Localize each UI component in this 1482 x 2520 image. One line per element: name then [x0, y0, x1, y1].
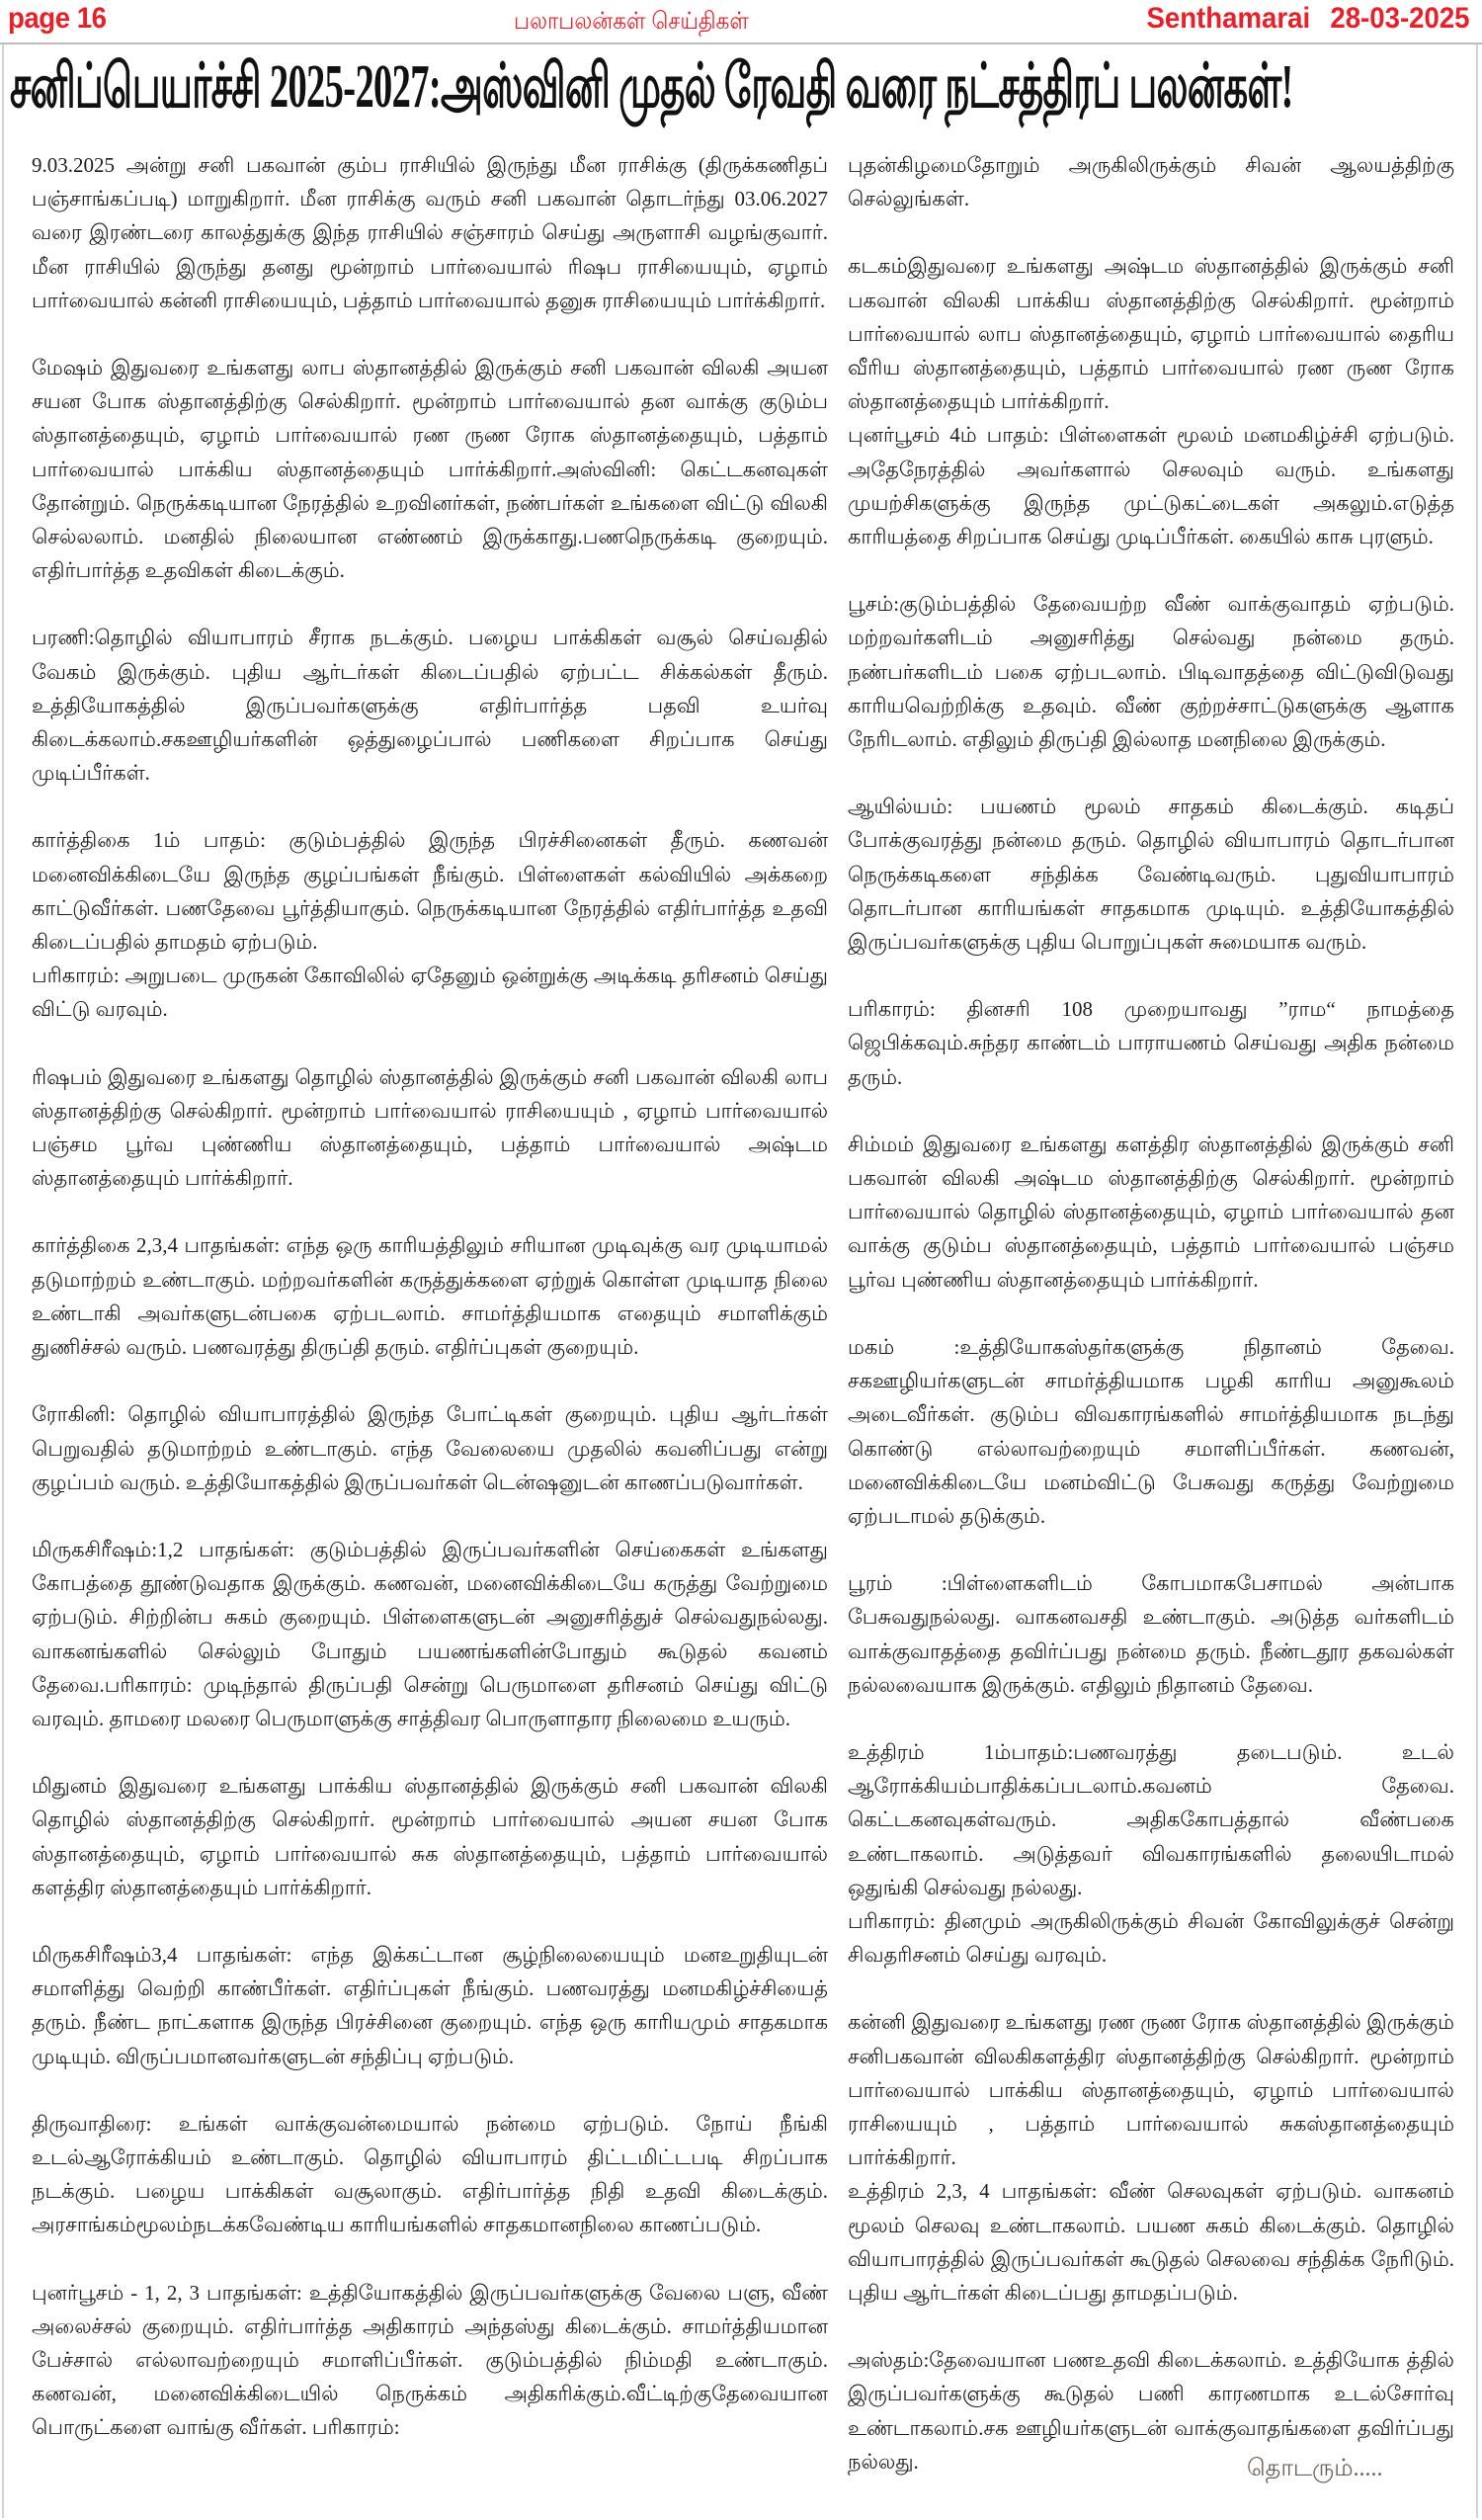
paragraph-karthigai-234: கார்த்திகை 2,3,4 பாதங்கள்: எந்த ஒரு காரியத்திலும் சரியான முடிவுக்கு வர முடியாமல் தடுமாற்றம் உண்டாகும். மற்றவர்களின் கருத்துக்களை ஏற்றுக் கொள்ள முடியாத நிலை உண்டாகி அவர்களுடன்பகை ஏற்படலாம். சாமர்த்தியமாக எதையும் சமாளிக்கும் துணிச்சல் வரும். பணவரத்து திருப்தி தரும். எதிர்ப்புகள் குறையும்.: [32, 1233, 828, 1360]
paragraph-remedy-2: புதன்கிழமைதோறும் அருகிலிருக்கும் சிவன் ஆலயத்திற்கு செல்லுங்கள்.: [848, 153, 1454, 211]
paragraph-remedy-1: பரிகாரம்: அறுபடை முருகன் கோவிலில் ஏதேனும் ஒன்றுக்கு அடிக்கடி தரிசனம் செய்து விட்டு வரவும்.: [32, 964, 828, 1022]
continued-label: தொடரும்.....: [1247, 2456, 1383, 2481]
masthead: [1147, 2, 1470, 36]
brand-name: Senthamarai: [1146, 2, 1311, 35]
left-column: [32, 148, 828, 2478]
paragraph-punarpoosam-4: புனர்பூசம் 4ம் பாதம்: பிள்ளைகள் மூலம் மனமகிழ்ச்சி ஏற்படும். அதேநேரத்தில் அவர்களால் செலவும் வரும். உங்களது முயற்சிகளுக்கு இருந்த முட்டுகட்டைகள் அகலும்.எடுத்த காரியத்தை சிறப்பாக செய்து முடிப்பீர்கள். கையில் காசு புரளும்.: [848, 423, 1454, 549]
paragraph-rishabam: ரிஷபம் இதுவரை உங்களது தொழில் ஸ்தானத்தில் இருக்கும் சனி பகவான் விலகி லாப ஸ்தானத்திற்கு செல்கிறார். மூன்றாம் பார்வையால் ராசியையும் , ஏழாம் பார்வையால் பஞ்சம பூர்வ புண்ணிய ஸ்தானத்தையும், பத்தாம் பார்வையால் அஷ்டம ஸ்தானத்தையும் பார்க்கிறார்.: [32, 1064, 828, 1191]
paragraph-uthiram-234: உத்திரம் 2,3, 4 பாதங்கள்: வீண் செலவுகள் ஏற்படும். வாகனம் மூலம் செலவு உண்டாகலாம். பயண சுகம் கிடைக்கும். தொழில் வியாபாரத்தில் இருப்பவர்கள் கூடுதல் செலவை சந்திக்க நேரிடும். புதிய ஆர்டர்கள் கிடைப்பது தாமதப்படும்.: [848, 2179, 1455, 2305]
paragraph-uthiram-1: உத்திரம் 1ம்பாதம்:பணவரத்து தடைபடும். உடல் ஆரோக்கியம்பாதிக்கப்படலாம்.கவனம் தேவை. கெட்டகனவுகள்வரும். அதிககோபத்தால் வீண்பகை உண்டாகலாம். அடுத்தவர் விவகாரங்களில் தலையிடாமல் ஒதுங்கி செல்வது நல்லது.: [848, 1739, 1454, 1899]
page-number: page 16: [8, 2, 107, 35]
paragraph-mesham: மேஷம் இதுவரை உங்களது லாப ஸ்தானத்தில் இருக்கும் சனி பகவான் விலகி அயன சயன போக ஸ்தானத்திற்கு செல்கிறார். மூன்றாம் பார்வையால் தன வாக்கு குடும்ப ஸ்தானத்தையும், ஏழாம் பார்வையால் ரண ருண ரோக ஸ்தானத்தையும், பத்தாம் பார்வையால் பாக்கிய ஸ்தானத்தையும் பார்க்கிறார்.அஸ்வினி: கெட்டகனவுகள் தோன்றும். நெருக்கடியான நேரத்தில் உறவினர்கள், நண்பர்கள் உங்களை விட்டு விலகி செல்லலாம். மனதில் நிலையான எண்ணம் இருக்காது.பணநெருக்கடி குறையும். எதிர்பார்த்த உதவிகள் கிடைக்கும்.: [32, 356, 828, 583]
paragraph-magam: மகம் :உத்தியோகஸ்தர்களுக்கு நிதானம் தேவை. சகஊழியர்களுடன் சாமர்த்தியமாக பழகி காரிய அனுகூலம் அடைவீர்கள். குடும்ப விவகாரங்களில் சாமர்த்தியமாக நடந்து கொண்டு எல்லாவற்றையும் சமாளிப்பீர்கள். கணவன், மனைவிக்கிடையே மனம்விட்டு பேசுவது கருத்து வேற்றுமை ஏற்படாமல் தடுக்கும்.: [848, 1334, 1454, 1528]
article-headline: சனிப்பெயர்ச்சி 2025-2027:அஸ்வினி முதல் ரேவதி வரை நட்சத்திரப் பலன்கள்!: [10, 53, 1293, 121]
paragraph-mirugasirisham-12: மிருகசிரீஷம்:1,2 பாதங்கள்: குடும்பத்தில் இருப்பவர்களின் செய்கைகள் உங்களது கோபத்தை தூண்டுவதாக இருக்கும். கணவன், மனைவிக்கிடையே கருத்து வேற்றுமை ஏற்படும். சிற்றின்ப சுகம் குறையும். பிள்ளைகளுடன் அனுசரித்துச் செல்வதுநல்லது. வாகனங்களில் செல்லும் போதும் பயணங்களின்போதும் கூடுதல் கவனம் தேவை.பரிகாரம்: முடிந்தால் திருப்பதி சென்று பெருமாளை தரிசனம் செய்து விட்டு வரவும். தாமரை மலரை பெருமாளுக்கு சாத்திவர பொருளாதார நிலைமை உயரும்.: [32, 1537, 828, 1730]
paragraph-kadagam: கடகம்இதுவரை உங்களது அஷ்டம ஸ்தானத்தில் இருக்கும் சனி பகவான் விலகி பாக்கிய ஸ்தானத்திற்கு செல்கிறார். மூன்றாம் பார்வையால் லாப ஸ்தானத்தையும், ஏழாம் பார்வையால் தைரிய வீரிய ஸ்தானத்தையும், பத்தாம் பார்வையால் ரண ருண ரோக ஸ்தானத்தையும் பார்க்கிறார்.: [848, 254, 1454, 414]
section-title: பலாபலன்கள் செய்திகள்: [514, 8, 749, 35]
paragraph-karthigai-1: கார்த்திகை 1ம் பாதம்: குடும்பத்தில் இருந்த பிரச்சினைகள் தீரும். கணவன் மனைவிக்கிடையே இருந்த குழப்பங்கள் நீங்கும். பிள்ளைகள் கல்வியில் அக்கறை காட்டுவீர்கள். பணதேவை பூர்த்தியாகும். நெருக்கடியான நேரத்தில் எதிர்பார்த்த உதவி கிடைப்பதில் தாமதம் ஏற்படும்.: [32, 828, 828, 955]
paragraph-remedy-4: பரிகாரம்: தினமும் அருகிலிருக்கும் சிவன் கோவிலுக்குச் சென்று சிவதரிசனம் செய்து வரவும்.: [848, 1908, 1454, 1968]
paragraph-simmam: சிம்மம் இதுவரை உங்களது களத்திர ஸ்தானத்தில் இருக்கும் சனி பகவான் விலகி அஷ்டம ஸ்தானத்திற்கு செல்கிறார். மூன்றாம் பார்வையால் தொழில் ஸ்தானத்தையும், ஏழாம் பார்வையால் தன வாக்கு குடும்ப ஸ்தானத்தையும், பத்தாம் பார்வையால் பஞ்சம பூர்வ புண்ணிய ஸ்தானத்தையும் பார்க்கிறார்.: [848, 1132, 1454, 1292]
page-header: [0, 0, 1482, 43]
paragraph-pooram: பூரம் :பிள்ளைகளிடம் கோபமாகபேசாமல் அன்பாக பேசுவதுநல்லது. வாகனவசதி உண்டாகும். அடுத்த வர்களிடம் வாக்குவாதத்தை தவிர்ப்பது நன்மை தரும். நீண்டதூர தகவல்கள் நல்லவையாக இருக்கும். எதிலும் நிதானம் தேவை.: [848, 1571, 1454, 1697]
paragraph-kanni: கன்னி இதுவரை உங்களது ரண ருண ரோக ஸ்தானத்தில் இருக்கும் சனிபகவான் விலகிகளத்திர ஸ்தானத்திற்கு செல்கிறார். மூன்றாம் பார்வையால் பாக்கிய ஸ்தானத்தையும், ஏழாம் பார்வையால் ராசியையும் , பத்தாம் பார்வையால் சுகஸ்தானத்தையும் பார்க்கிறார்.: [848, 2010, 1454, 2170]
paragraph-intro: 9.03.2025 அன்று சனி பகவான் கும்ப ராசியில் இருந்து மீன ராசிக்கு (திருக்கணிதப் பஞ்சாங்கப்படி) மாறுகிறார். மீன ராசிக்கு வரும் சனி பகவான் தொடர்ந்து 03.06.2027 வரை இரண்டரை காலத்துக்கு இந்த ராசியில் சஞ்சாரம் செய்து அருளாசி வழங்குவார். மீன ராசியில் இருந்து தனது மூன்றாம் பார்வையால் ரிஷப ராசியையும், ஏழாம் பார்வையால் கன்னி ராசியையும், பத்தாம் பார்வையால் தனுசு ராசியையும் பார்க்கிறார்.: [32, 153, 828, 312]
issue-date: 28-03-2025: [1330, 2, 1470, 35]
right-column: [848, 148, 1454, 2512]
paragraph-mirugasirisham-34: மிருகசிரீஷம்3,4 பாதங்கள்: எந்த இக்கட்டான சூழ்நிலையையும் மனஉறுதியுடன் சமாளித்து வெற்றி காண்பீர்கள். எதிர்ப்புகள் நீங்கும். பணவரத்து மனமகிழ்ச்சியைத் தரும். நீண்ட நாட்களாக இருந்த பிரச்சினை குறையும். எந்த ஒரு காரியமும் சாதகமாக முடியும். விருப்பமானவர்களுடன் சந்திப்பு ஏற்படும்.: [32, 1942, 828, 2068]
paragraph-mithunam: மிதுனம் இதுவரை உங்களது பாக்கிய ஸ்தானத்தில் இருக்கும் சனி பகவான் விலகி தொழில் ஸ்தானத்திற்கு செல்கிறார். மூன்றாம் பார்வையால் அயன சயன போக ஸ்தானத்தையும், ஏழாம் பார்வையால் சுக ஸ்தானத்தையும், பத்தாம் பார்வையால் களத்திர ஸ்தானத்தையும் பார்க்கிறார்.: [32, 1774, 828, 1899]
paragraph-remedy-3: பரிகாரம்: தினசரி 108 முறையாவது ”ராம“ நாமத்தை ஜெபிக்கவும்.சுந்தர காண்டம் பாராயணம் செய்வது அதிக நன்மை தரும்.: [848, 997, 1454, 1089]
paragraph-astham: அஸ்தம்:தேவையான பணஉதவி கிடைக்கலாம். உத்தியோக த்தில் இருப்பவர்களுக்கு கூடுதல் பணி காரணமாக உடல்சோர்வு உண்டாகலாம்.சக ஊழியர்களுடன் வாக்குவாதங்களை தவிர்ப்பது நல்லது.: [848, 2348, 1454, 2474]
paragraph-rohini: ரோகினி: தொழில் வியாபாரத்தில் இருந்த போட்டிகள் குறையும். புதிய ஆர்டர்கள் பெறுவதில் தடுமாற்றம் உண்டாகும். எந்த வேலையை முதலில் கவனிப்பது என்று குழப்பம் வரும். உத்தியோகத்தில் இருப்பவர்கள் டென்ஷனுடன் காணப்படுவார்கள்.: [32, 1402, 828, 1494]
paragraph-thiruvathirai: திருவாதிரை: உங்கள் வாக்குவன்மையால் நன்மை ஏற்படும். நோய் நீங்கி உடல்ஆரோக்கியம் உண்டாகும். தொழில் வியாபாரம் திட்டமிட்டபடி சிறப்பாக நடக்கும். பழைய பாக்கிகள் வசூலாகும். எதிர்பார்த்த நிதி உதவி கிடைக்கும். அரசாங்கம்மூலம்நடக்கவேண்டிய காரியங்களில் சாதகமானநிலை காணப்படும்.: [32, 2111, 828, 2237]
paragraph-punarpoosam-123: புனர்பூசம் - 1, 2, 3 பாதங்கள்: உத்தியோகத்தில் இருப்பவர்களுக்கு வேலை பளு, வீண் அலைச்சல் குறையும். எதிர்பார்த்த அதிகாரம் அந்தஸ்து கிடைக்கும். சாமர்த்தியமான பேச்சால் எல்லாவற்றையும் சமாளிப்பீர்கள். குடும்பத்தில் நிம்மதி உண்டாகும். கணவன், மனைவிக்கிடையில் நெருக்கம் அதிகரிக்கும்.வீட்டிற்குதேவையான பொருட்களை வாங்கு வீர்கள். பரிகாரம்:: [32, 2280, 828, 2440]
paragraph-barani: பரணி:தொழில் வியாபாரம் சீராக நடக்கும். பழைய பாக்கிகள் வசூல் செய்வதில் வேகம் இருக்கும். புதிய ஆர்டர்கள் கிடைப்பதில் ஏற்பட்ட சிக்கல்கள் தீரும். உத்தியோகத்தில் இருப்பவர்களுக்கு எதிர்பார்த்த பதவி உயர்வு கிடைக்கலாம்.சகஊழியர்களின் ஒத்துழைப்பால் பணிகளை சிறப்பாக செய்து முடிப்பீர்கள்.: [32, 626, 828, 786]
paragraph-poosam: பூசம்:குடும்பத்தில் தேவையற்ற வீண் வாக்குவாதம் ஏற்படும். மற்றவர்களிடம் அனுசரித்து செல்வது நன்மை தரும். நண்பர்களிடம் பகை ஏற்படலாம். பிடிவாதத்தை விட்டுவிடுவது காரியவெற்றிக்கு உதவும். வீண் குற்றச்சாட்டுகளுக்கு ஆளாக நேரிடலாம். எதிலும் திருப்தி இல்லாத மனநிலை இருக்கும்.: [848, 592, 1454, 752]
paragraph-ayilyam: ஆயில்யம்: பயணம் மூலம் சாதகம் கிடைக்கும். கடிதப் போக்குவரத்து நன்மை தரும். தொழில் வியாபாரம் தொடர்பான நெருக்கடிகளை சந்திக்க வேண்டிவரும். புதுவியாபாரம் தொடர்பான காரியங்கள் சாதகமாக முடியும். உத்தியோகத்தில் இருப்பவர்களுக்கு புதிய பொறுப்புகள் சுமையாக வரும்.: [848, 795, 1454, 955]
